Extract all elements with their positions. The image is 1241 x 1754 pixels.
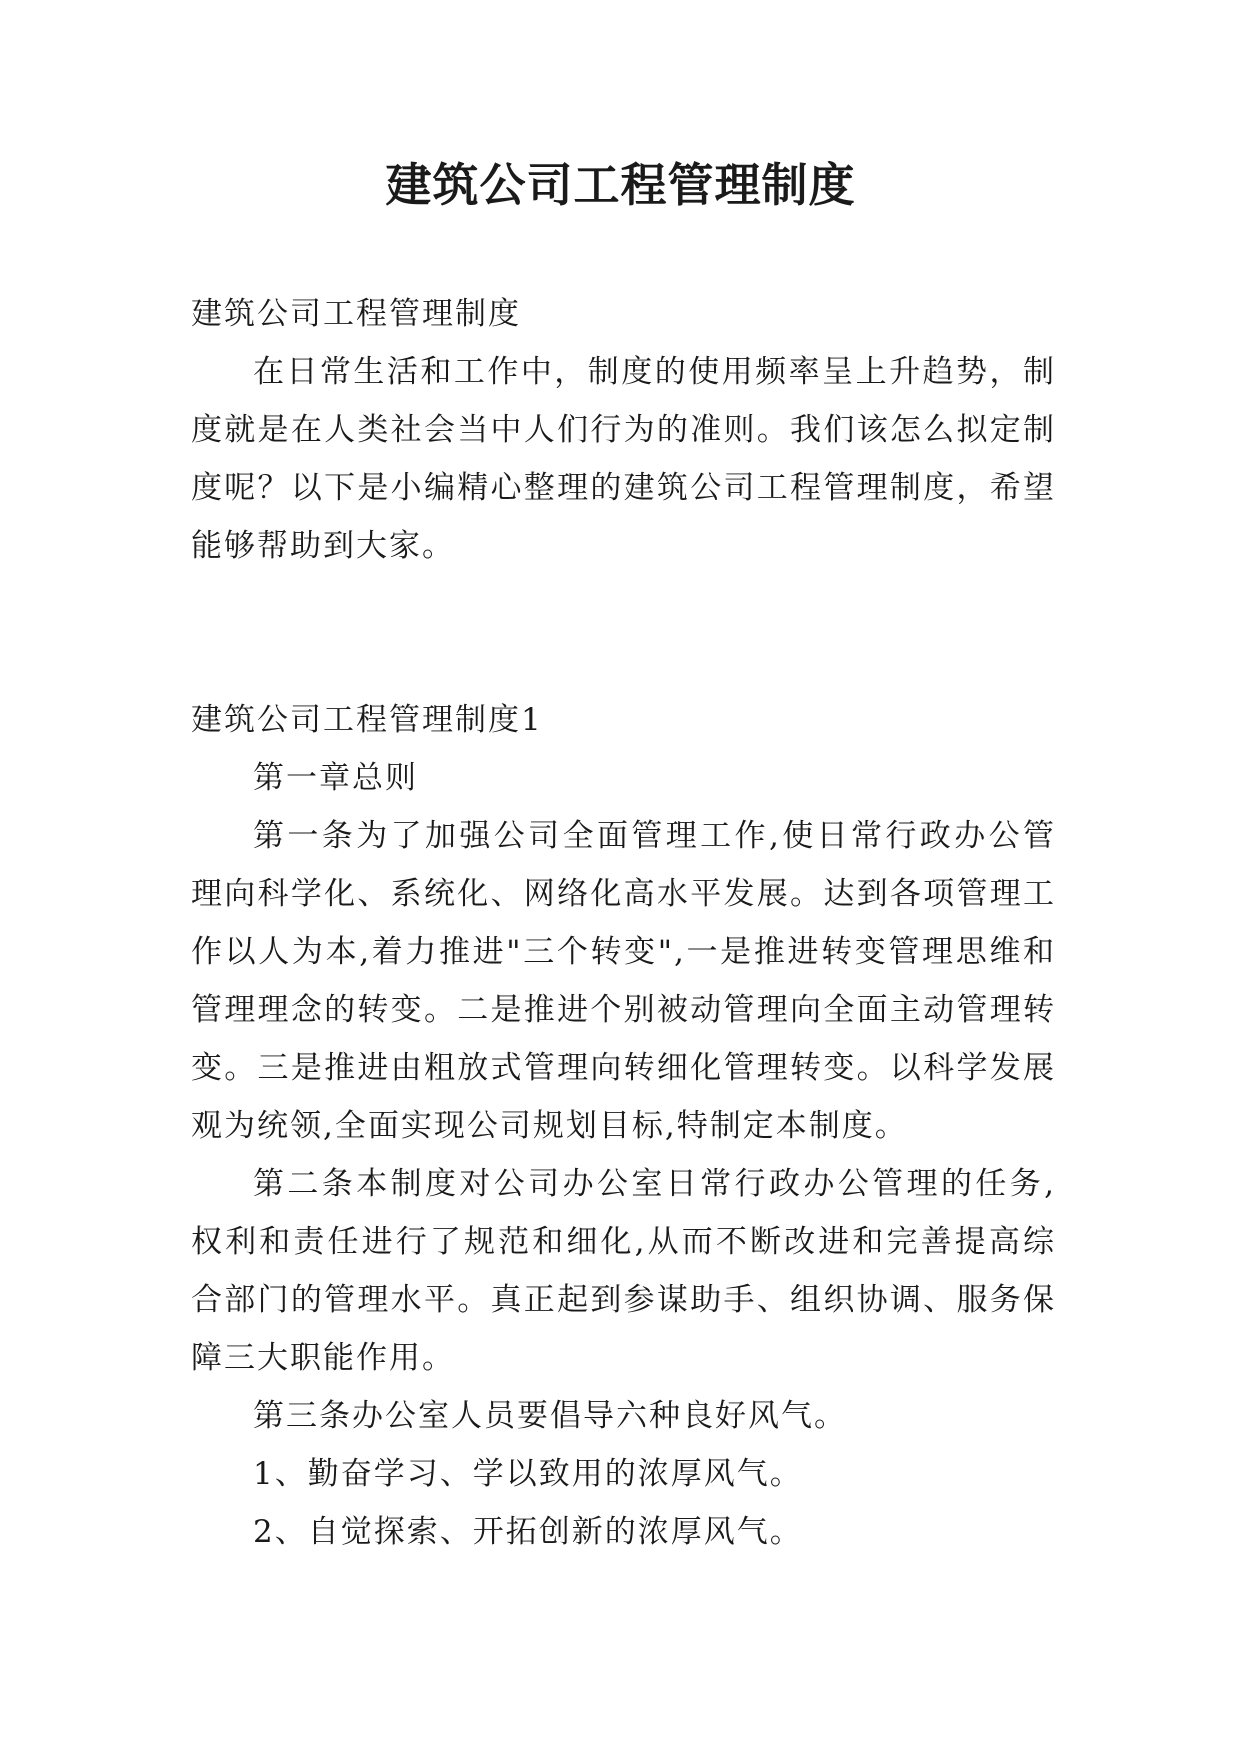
- article-2-paragraph: 第二条本制度对公司办公室日常行政办公管理的任务,权利和责任进行了规范和细化,从而不断改进和完善提高综合部门的管理水平。真正起到参谋助手、组织协调、服务保障三大职能作用。: [191, 1166, 1056, 1376]
- section-heading: 建筑公司工程管理制度1: [191, 702, 543, 738]
- document-title: 建筑公司工程管理制度: [385, 158, 856, 212]
- document-body: [191, 285, 1056, 1561]
- document-subtitle: 建筑公司工程管理制度: [191, 296, 521, 332]
- article-3-paragraph: 第三条办公室人员要倡导六种良好风气。: [253, 1398, 847, 1434]
- intro-paragraph: 在日常生活和工作中，制度的使用频率呈上升趋势，制度就是在人类社会当中人们行为的准则。我们该怎么拟定制度呢？以下是小编精心整理的建筑公司工程管理制度，希望能够帮助到大家。: [191, 354, 1056, 564]
- list-item: 2、自觉探索、开拓创新的浓厚风气。: [253, 1514, 803, 1550]
- chapter-heading: 第一章总则: [253, 760, 418, 796]
- section-spacer: [191, 575, 1056, 691]
- article-1-paragraph: 第一条为了加强公司全面管理工作,使日常行政办公管理向科学化、系统化、网络化高水平发展。达到各项管理工作以人为本,着力推进"三个转变",一是推进转变管理思维和管理理念的转变。二是推进个别被动管理向全面主动管理转变。三是推进由粗放式管理向转细化管理转变。以科学发展观为统领,全面实现公司规划目标,特制定本制度。: [191, 818, 1056, 1144]
- list-item: 1、勤奋学习、学以致用的浓厚风气。: [253, 1456, 803, 1492]
